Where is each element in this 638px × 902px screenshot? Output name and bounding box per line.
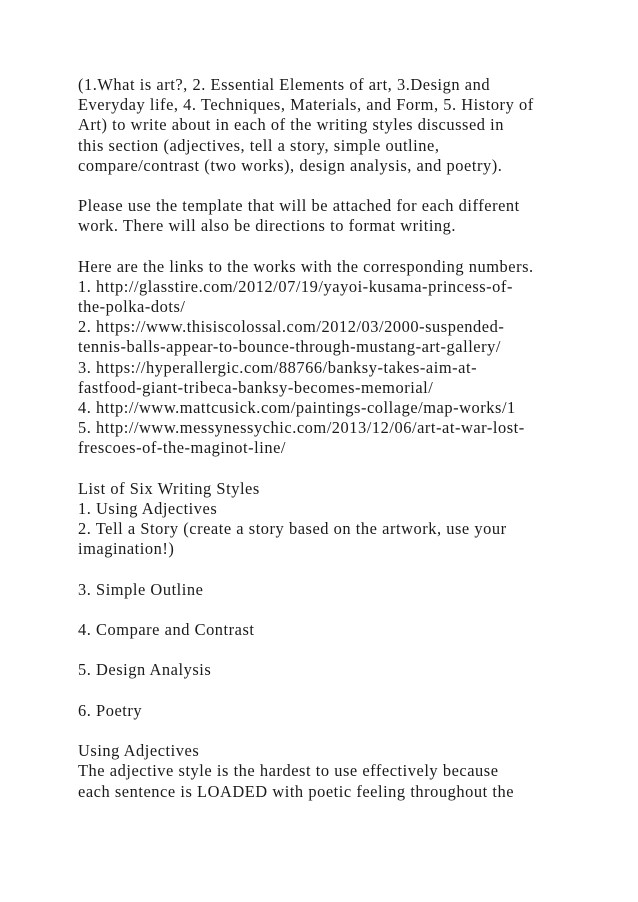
- paragraph-gap: [78, 681, 598, 701]
- text-line: 1. http://glasstire.com/2012/07/19/yayoi-kusama-princess-of-: [78, 276, 513, 296]
- text-line: compare/contrast (two works), design analysis, and poetry).: [78, 155, 503, 175]
- paragraph-gap: [78, 560, 598, 580]
- text-line: 4. Compare and Contrast: [78, 620, 255, 640]
- text-line: Please use the template that will be attached for each different: [78, 196, 520, 216]
- paragraph-3: [78, 257, 598, 459]
- paragraph-gap: [78, 600, 598, 620]
- text-line: fastfood-giant-tribeca-banksy-becomes-memorial/: [78, 377, 434, 397]
- paragraph-2: [78, 196, 598, 236]
- text-line: tennis-balls-appear-to-bounce-through-mustang-art-gallery/: [78, 337, 501, 357]
- text-line: 2. Tell a Story (create a story based on the artwork, use your: [78, 519, 507, 539]
- paragraph-gap: [78, 640, 598, 660]
- text-line: 3. https://hyperallergic.com/88766/banksy-takes-aim-at-: [78, 357, 478, 377]
- paragraph-8: [78, 701, 598, 721]
- text-line: 3. Simple Outline: [78, 579, 204, 599]
- text-line: 5. Design Analysis: [78, 660, 212, 680]
- text-line: (1.What is art?, 2. Essential Elements of art, 3.Design and: [78, 75, 491, 94]
- text-line: 2. https://www.thisiscolossal.com/2012/03/2000-suspended-: [78, 317, 505, 337]
- text-line: the-polka-dots/: [78, 297, 186, 317]
- text-line: Using Adjectives: [78, 741, 200, 761]
- text-line: 6. Poetry: [78, 700, 143, 720]
- text-line: Here are the links to the works with the corresponding numbers.: [78, 256, 534, 276]
- paragraph-gap: [78, 459, 598, 479]
- text-line: 1. Using Adjectives: [78, 498, 218, 518]
- document-body: [78, 75, 598, 802]
- paragraph-1: [78, 75, 598, 176]
- text-line: each sentence is LOADED with poetic feeling throughout the: [78, 781, 515, 801]
- paragraph-gap: [78, 721, 598, 741]
- text-line: The adjective style is the hardest to use effectively because: [78, 761, 499, 781]
- text-line: imagination!): [78, 539, 175, 559]
- paragraph-5: [78, 580, 598, 600]
- text-line: 5. http://www.messynessychic.com/2013/12/06/art-at-war-lost-: [78, 418, 525, 438]
- text-line: work. There will also be directions to format writing.: [78, 216, 457, 236]
- paragraph-4: [78, 479, 598, 560]
- paragraph-6: [78, 620, 598, 640]
- text-line: Art) to write about in each of the writing styles discussed in: [78, 115, 505, 135]
- text-line: frescoes-of-the-maginot-line/: [78, 438, 287, 458]
- text-line: Everyday life, 4. Techniques, Materials, and Form, 5. History of: [78, 95, 534, 115]
- paragraph-9: [78, 741, 598, 802]
- text-line: List of Six Writing Styles: [78, 478, 260, 498]
- paragraph-gap: [78, 237, 598, 257]
- paragraph-7: [78, 660, 598, 680]
- text-line: this section (adjectives, tell a story, simple outline,: [78, 135, 440, 155]
- text-line: 4. http://www.mattcusick.com/paintings-collage/map-works/1: [78, 398, 516, 417]
- paragraph-gap: [78, 176, 598, 196]
